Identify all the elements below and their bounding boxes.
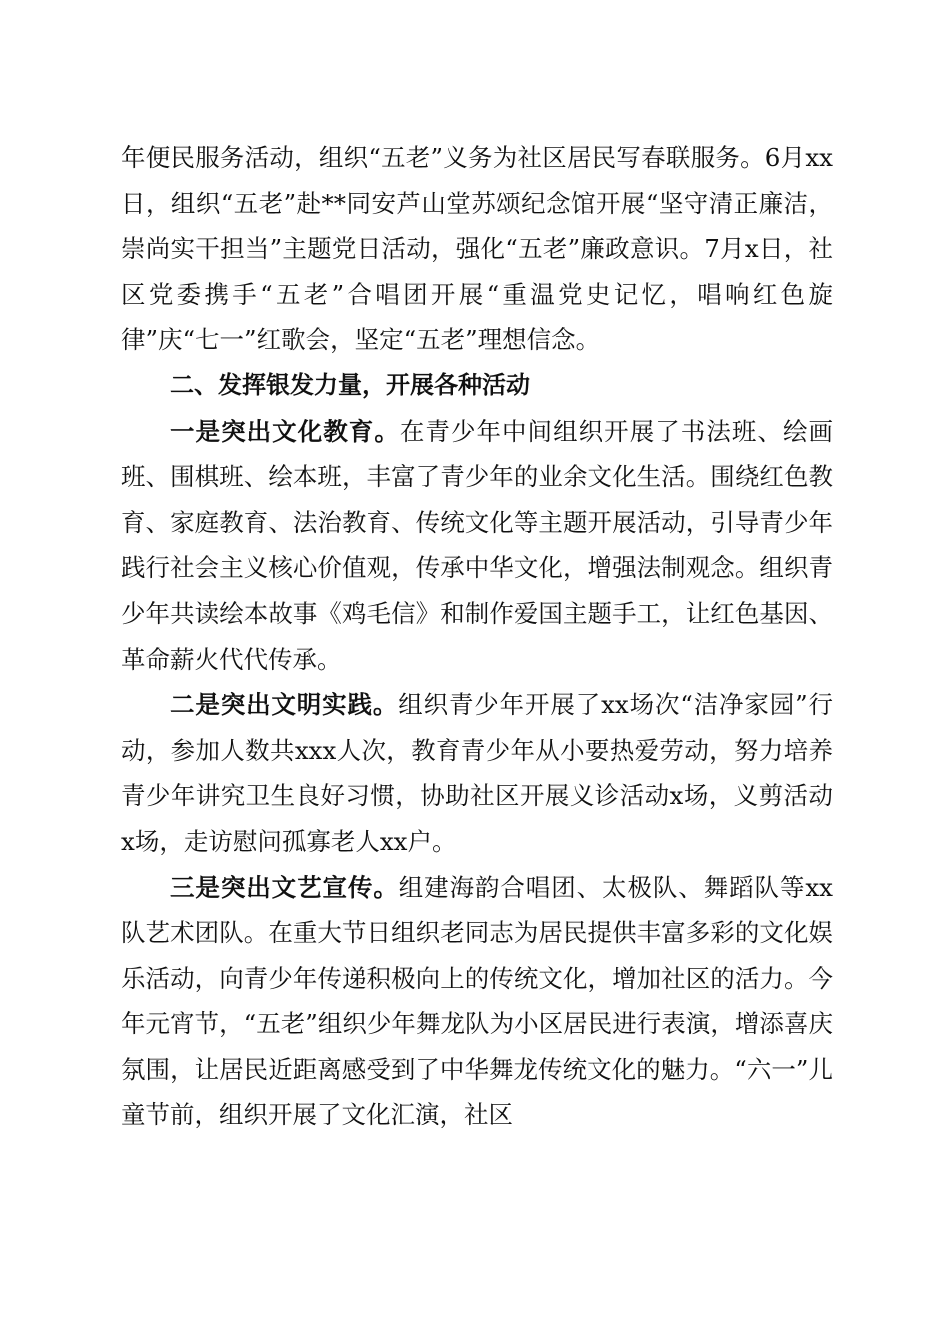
section-heading-text: 二、发挥银发力量，开展各种活动 (170, 370, 530, 399)
paragraph-lead: 一是突出文化教育。 (170, 416, 400, 446)
paragraph-lead: 二是突出文明实践。 (170, 690, 399, 720)
paragraph-text: 在青少年中间组织开展了书法班、绘画班、围棋班、绘本班，丰富了青少年的业余文化生活。围绕红色教育、家庭教育、法治教育、传统文化等主题开展活动，引导青少年践行社会主义核心价值观，传承中华文化，增强法制观念。组织青少年共读绘本故事《鸡毛信》和制作爱国主题手工，让红色基因、革命薪火代代传承。 (121, 416, 833, 674)
section-heading (121, 363, 833, 409)
document-body (121, 135, 833, 1138)
paragraph-text: 组织青少年开展了xx场次“洁净家园”行动，参加人数共xxx人次，教育青少年从小要热爱劳动，努力培养青少年讲究卫生良好习惯，协助社区开展义诊活动x场，义剪活动x场，走访慰问孤寡老人xx户。 (121, 690, 834, 856)
paragraph-culture-education (121, 409, 833, 683)
paragraph-text: 年便民服务活动，组织“五老”义务为社区居民写春联服务。6月xx日，组织“五老”赴**同安芦山堂苏颂纪念馆开展“坚守清正廉洁，崇尚实干担当”主题党日活动，强化“五老”廉政意识。7月x日，社区党委携手“五老”合唱团开展“重温党史记忆，唱响红色旋律”庆“七一”红歌会，坚定“五老”理想信念。 (121, 143, 833, 355)
paragraph-civilization-practice (121, 682, 833, 864)
paragraph-text: 组建海韵合唱团、太极队、舞蹈队等xx队艺术团队。在重大节日组织老同志为居民提供丰富多彩的文化娱乐活动，向青少年传递积极向上的传统文化，增加社区的活力。今年元宵节，“五老”组织少年舞龙队为小区居民进行表演，增添喜庆氛围，让居民近距离感受到了中华舞龙传统文化的魅力。“六一”儿童节前，组织开展了文化汇演，社区 (121, 872, 833, 1130)
paragraph-continuation (121, 135, 833, 363)
paragraph-lead: 三是突出文艺宣传。 (170, 872, 399, 902)
paragraph-arts-promotion (121, 865, 833, 1139)
